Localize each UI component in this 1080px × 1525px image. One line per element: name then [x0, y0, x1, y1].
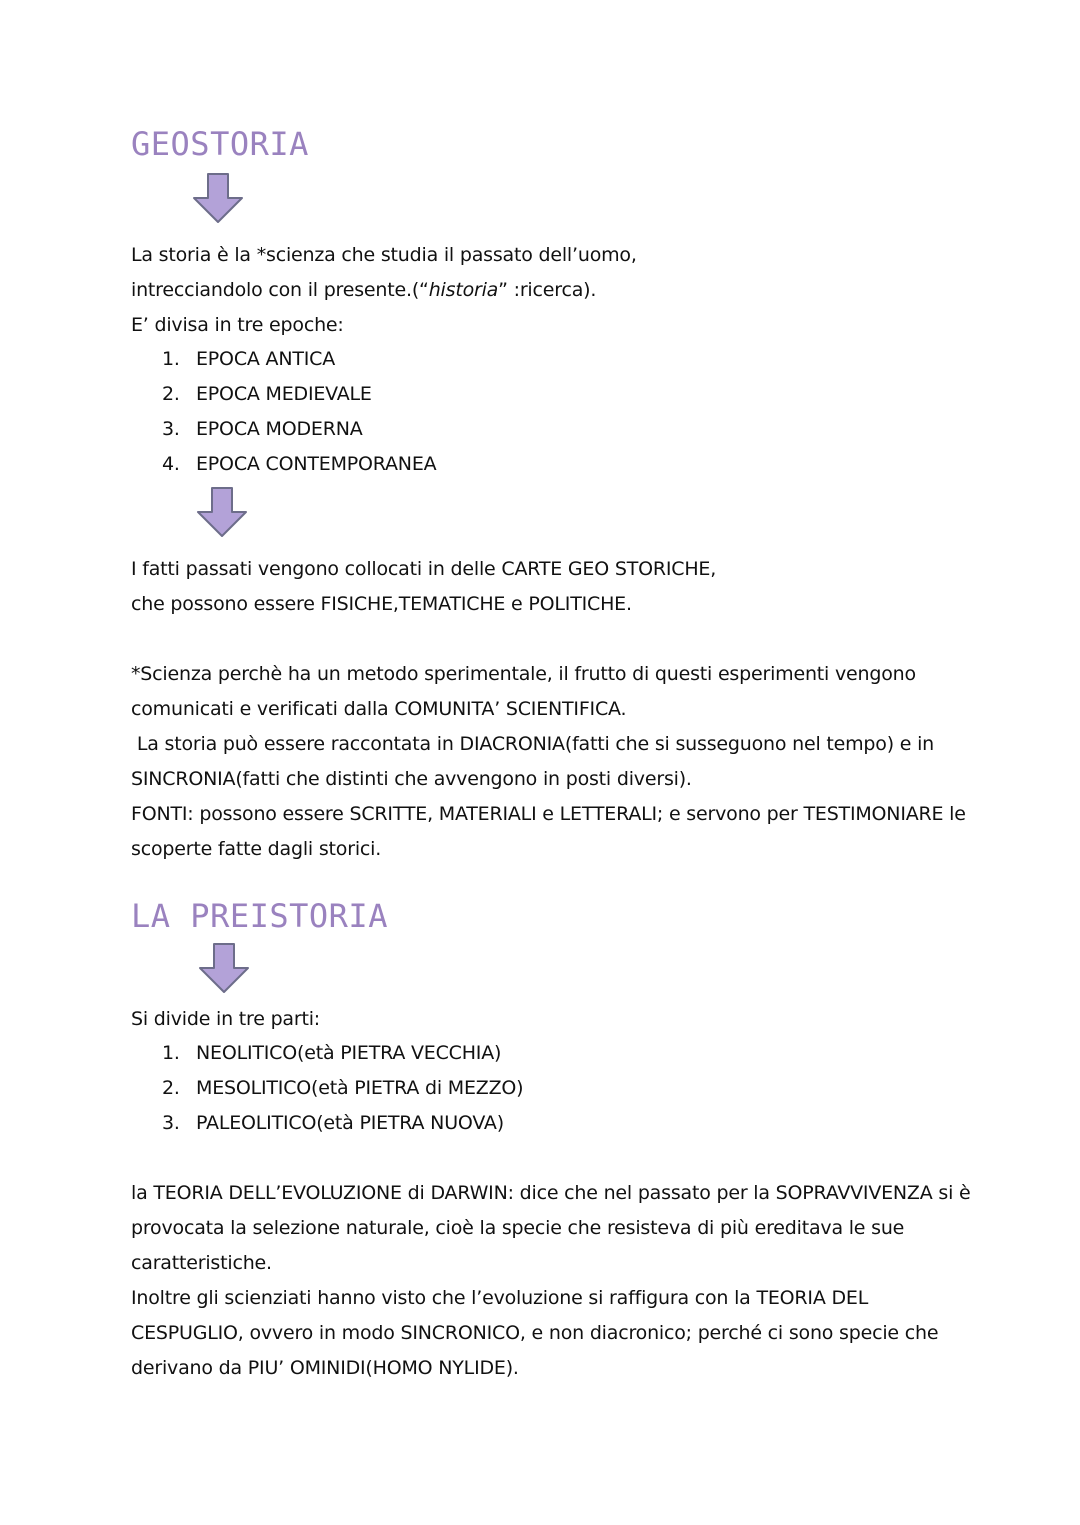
epochs-intro: E’ divisa in tre epoche: [131, 314, 344, 336]
heading-preistoria: LA PREISTORIA [131, 897, 388, 935]
down-arrow-icon [190, 172, 254, 224]
darwin-line: CESPUGLIO, ovvero in modo SINCRONICO, e non diacronico; perché ci sono specie che [131, 1322, 939, 1344]
epochs-list [162, 342, 436, 482]
list-item: 4. EPOCA CONTEMPORANEA [162, 453, 437, 475]
list-item: 1. EPOCA ANTICA [162, 348, 336, 370]
list-item: 3. EPOCA MODERNA [162, 418, 363, 440]
darwin-line: la TEORIA DELL’EVOLUZIONE di DARWIN: dice che nel passato per la SOPRAVVIVENZA si è [131, 1182, 971, 1204]
heading-geostoria: GEOSTORIA [131, 125, 309, 163]
intro-line-2: intrecciandolo con il presente.(“historia” :ricerca). [131, 279, 597, 301]
note-line: La storia può essere raccontata in DIACRONIA(fatti che si susseguono nel tempo) e in [131, 733, 934, 755]
down-arrow-icon [196, 942, 260, 994]
note-line: comunicati e verificati dalla COMUNITA’ SCIENTIFICA. [131, 698, 627, 720]
note-line: SINCRONIA(fatti che distinti che avvengono in posti diversi). [131, 768, 692, 790]
list-item: 3. PALEOLITICO(età PIETRA NUOVA) [162, 1112, 504, 1134]
darwin-line: Inoltre gli scienziati hanno visto che l’evoluzione si raffigura con la TEORIA DEL [131, 1287, 869, 1309]
parts-list [162, 1036, 523, 1141]
maps-line-2: che possono essere FISICHE,TEMATICHE e POLITICHE. [131, 593, 632, 615]
list-item: 1. NEOLITICO(età PIETRA VECCHIA) [162, 1042, 502, 1064]
note-line: FONTI: possono essere SCRITTE, MATERIALI e LETTERALI; e servono per TESTIMONIARE le [131, 803, 966, 825]
note-line: scoperte fatte dagli storici. [131, 838, 382, 860]
parts-intro: Si divide in tre parti: [131, 1008, 321, 1030]
note-line: *Scienza perchè ha un metodo sperimentale, il frutto di questi esperimenti vengono [131, 663, 916, 685]
darwin-line: provocata la selezione naturale, cioè la specie che resisteva di più ereditava le sue [131, 1217, 905, 1239]
darwin-line: caratteristiche. [131, 1252, 272, 1274]
maps-line-1: I fatti passati vengono collocati in delle CARTE GEO STORICHE, [131, 558, 717, 580]
down-arrow-icon [194, 486, 258, 538]
list-item: 2. MESOLITICO(età PIETRA di MEZZO) [162, 1077, 524, 1099]
darwin-line: derivano da PIU’ OMINIDI(HOMO NYLIDE). [131, 1357, 519, 1379]
list-item: 2. EPOCA MEDIEVALE [162, 383, 372, 405]
intro-line-1: La storia è la *scienza che studia il passato dell’uomo, [131, 244, 637, 266]
